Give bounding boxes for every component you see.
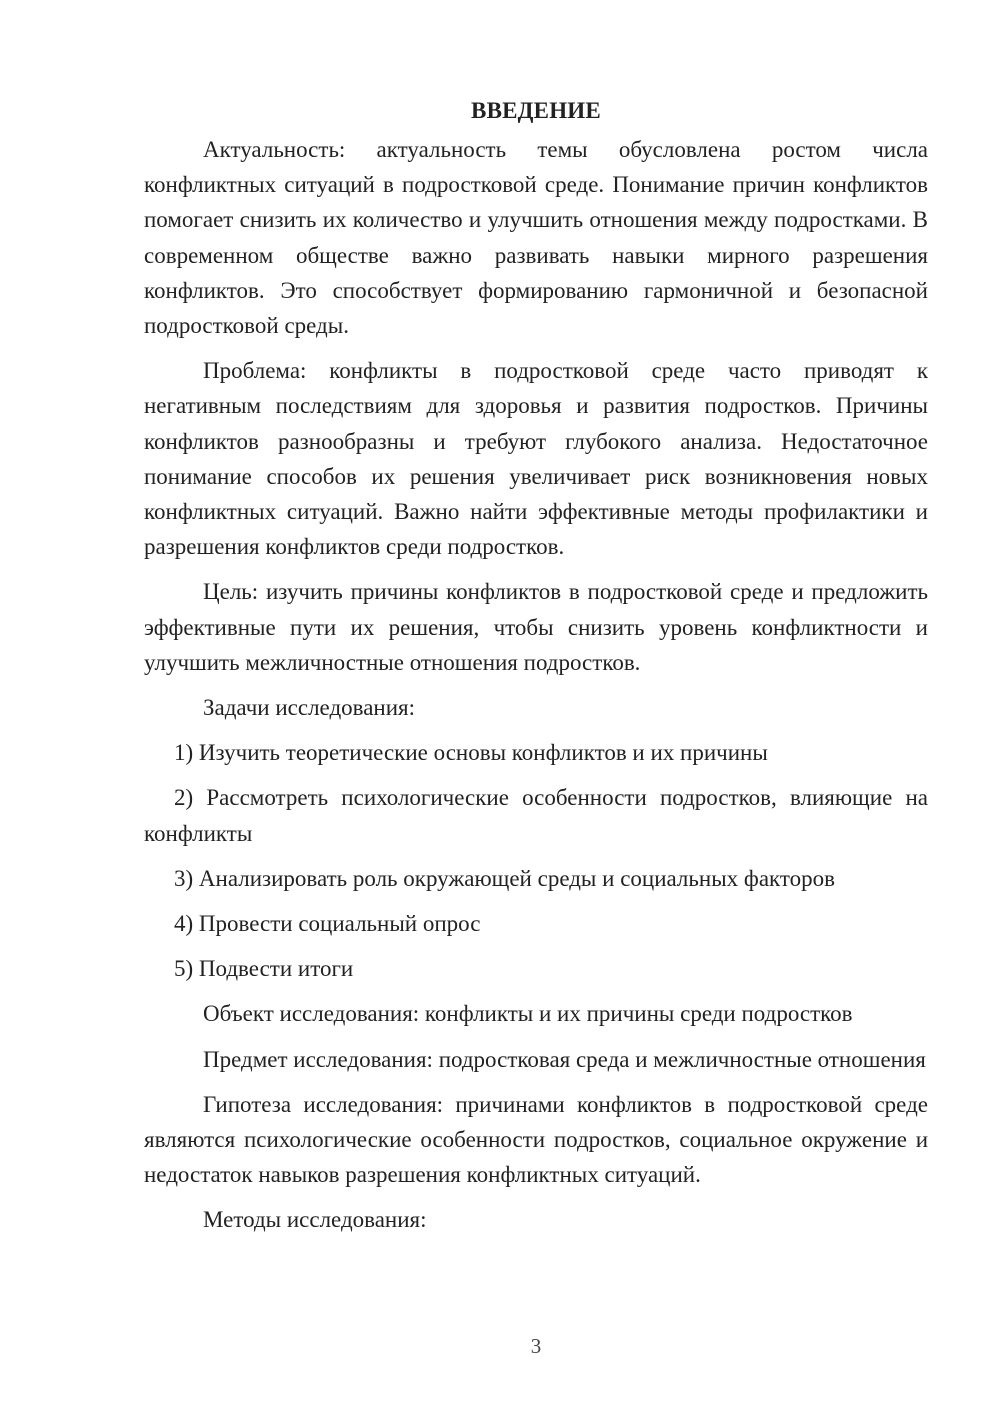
document-page	[144, 96, 928, 1248]
task-item-3: 3) Анализировать роль окружающей среды и социальных факторов	[174, 865, 836, 891]
hypothesis-paragraph: Гипотеза исследования: причинами конфликтов в подростковой среде являются психологические особенности подростков, социальное окружение и недостаток навыков разрешения конфликтных ситуаций.	[144, 1091, 928, 1188]
task-item-1: 1) Изучить теоретические основы конфликтов и их причины	[174, 740, 768, 766]
problem-paragraph: Проблема: конфликты в подростковой среде часто приводят к негативным последствиям для здоровья и развития подростков. Причины конфликтов разнообразны и требуют глубокого анализа. Недостаточное понимание способов их решения увеличивает риск возникновения новых конфликтных ситуаций. Важно найти эффективные методы профилактики и разрешения конфликтов среди подростков.	[144, 358, 928, 560]
methods-heading: Методы исследования:	[203, 1207, 427, 1233]
tasks-heading: Задачи исследования:	[203, 695, 416, 721]
section-title: ВВЕДЕНИЕ	[471, 98, 601, 123]
object-paragraph: Объект исследования: конфликты и их причины среди подростков	[203, 1001, 853, 1027]
task-item-4: 4) Провести социальный опрос	[174, 911, 481, 937]
relevance-paragraph: Актуальность: актуальность темы обусловлена ростом числа конфликтных ситуаций в подростковой среде. Понимание причин конфликтов помогает снизить их количество и улучшить отношения между подростками. В современном обществе важно развивать навыки мирного разрешения конфликтов. Это способствует формированию гармоничной и безопасной подростковой среды.	[144, 137, 928, 339]
task-item-5: 5) Подвести итоги	[174, 956, 354, 982]
goal-paragraph: Цель: изучить причины конфликтов в подростковой среде и предложить эффективные пути их решения, чтобы снизить уровень конфликтности и улучшить межличностные отношения подростков.	[144, 579, 928, 675]
task-item-2: 2) Рассмотреть психологические особенности подростков, влияющие на конфликты	[144, 785, 928, 846]
subject-paragraph: Предмет исследования: подростковая среда и межличностные отношения	[203, 1046, 926, 1072]
page-number: 3	[530, 1334, 542, 1358]
